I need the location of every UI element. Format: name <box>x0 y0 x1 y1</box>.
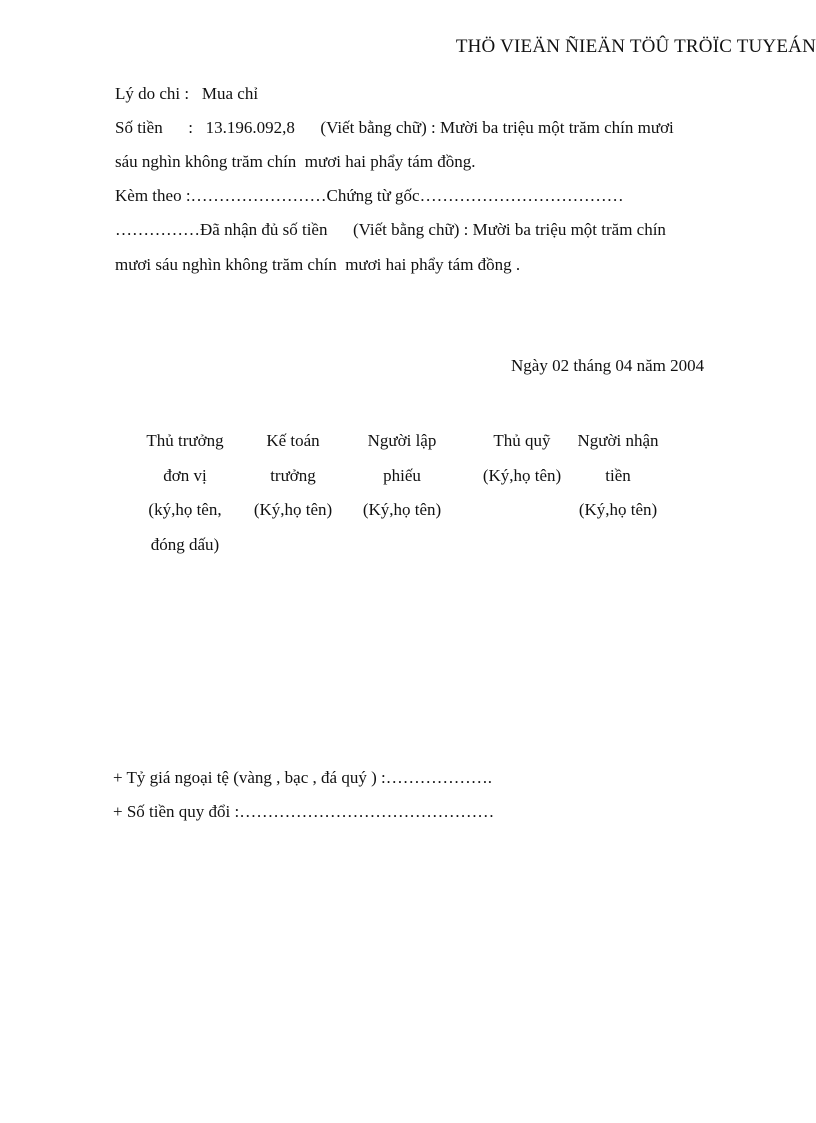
signature-title: Thủ quỹ <box>493 431 551 450</box>
amount-words-line: sáu nghìn không trăm chín mươi hai phẩy tám đồng. <box>115 152 476 171</box>
signature-head-of-unit <box>130 424 240 562</box>
signature-title: Người lập <box>367 431 437 450</box>
amount-line: Số tiền : 13.196.092,8 (Viết bằng chữ) : Mười ba triệu một trăm chín mươi <box>115 118 674 137</box>
received-words-line: mươi sáu nghìn không trăm chín mươi hai phẩy tám đồng . <box>115 255 521 274</box>
signature-title: Thủ trưởng <box>146 431 224 450</box>
signature-title: Kế toán <box>266 431 320 450</box>
signature-note: (Ký,họ tên) <box>482 465 562 485</box>
signature-title: đơn vị <box>163 465 207 485</box>
reason-line: Lý do chi : Mua chỉ <box>115 84 259 103</box>
document-header: THÖ VIEÄN ÑIEÄN TÖÛ TRÖÏC TUYEÁN <box>455 36 816 57</box>
exchange-rate-line: + Tỷ giá ngoại tệ (vàng , bạc , đá quý ) :………………. <box>113 768 492 787</box>
document-date: Ngày 02 tháng 04 năm 2004 <box>511 356 705 375</box>
signature-note: (ký,họ tên, <box>148 500 222 519</box>
received-line: ……………Đã nhận đủ số tiền (Viết bằng chữ) : Mười ba triệu một trăm chín <box>115 220 666 239</box>
signature-title: trưởng <box>270 465 316 485</box>
converted-amount-line: + Số tiền quy đổi :……………………………………… <box>113 802 495 821</box>
signature-note: (Ký,họ tên) <box>578 500 658 519</box>
signature-note: (Ký,họ tên) <box>253 500 333 519</box>
signature-preparer <box>351 424 453 528</box>
signature-note: (Ký,họ tên) <box>362 500 442 519</box>
attachments-line: Kèm theo :……………………Chứng từ gốc……………………………… <box>115 186 624 205</box>
signature-title: Người nhận <box>577 431 659 450</box>
signature-title: tiền <box>605 465 631 485</box>
signature-title: phiếu <box>383 465 421 485</box>
signature-recipient <box>570 424 666 528</box>
signature-note: đóng dấu) <box>150 534 220 554</box>
signature-chief-accountant <box>245 424 341 528</box>
signature-cashier <box>474 424 570 493</box>
